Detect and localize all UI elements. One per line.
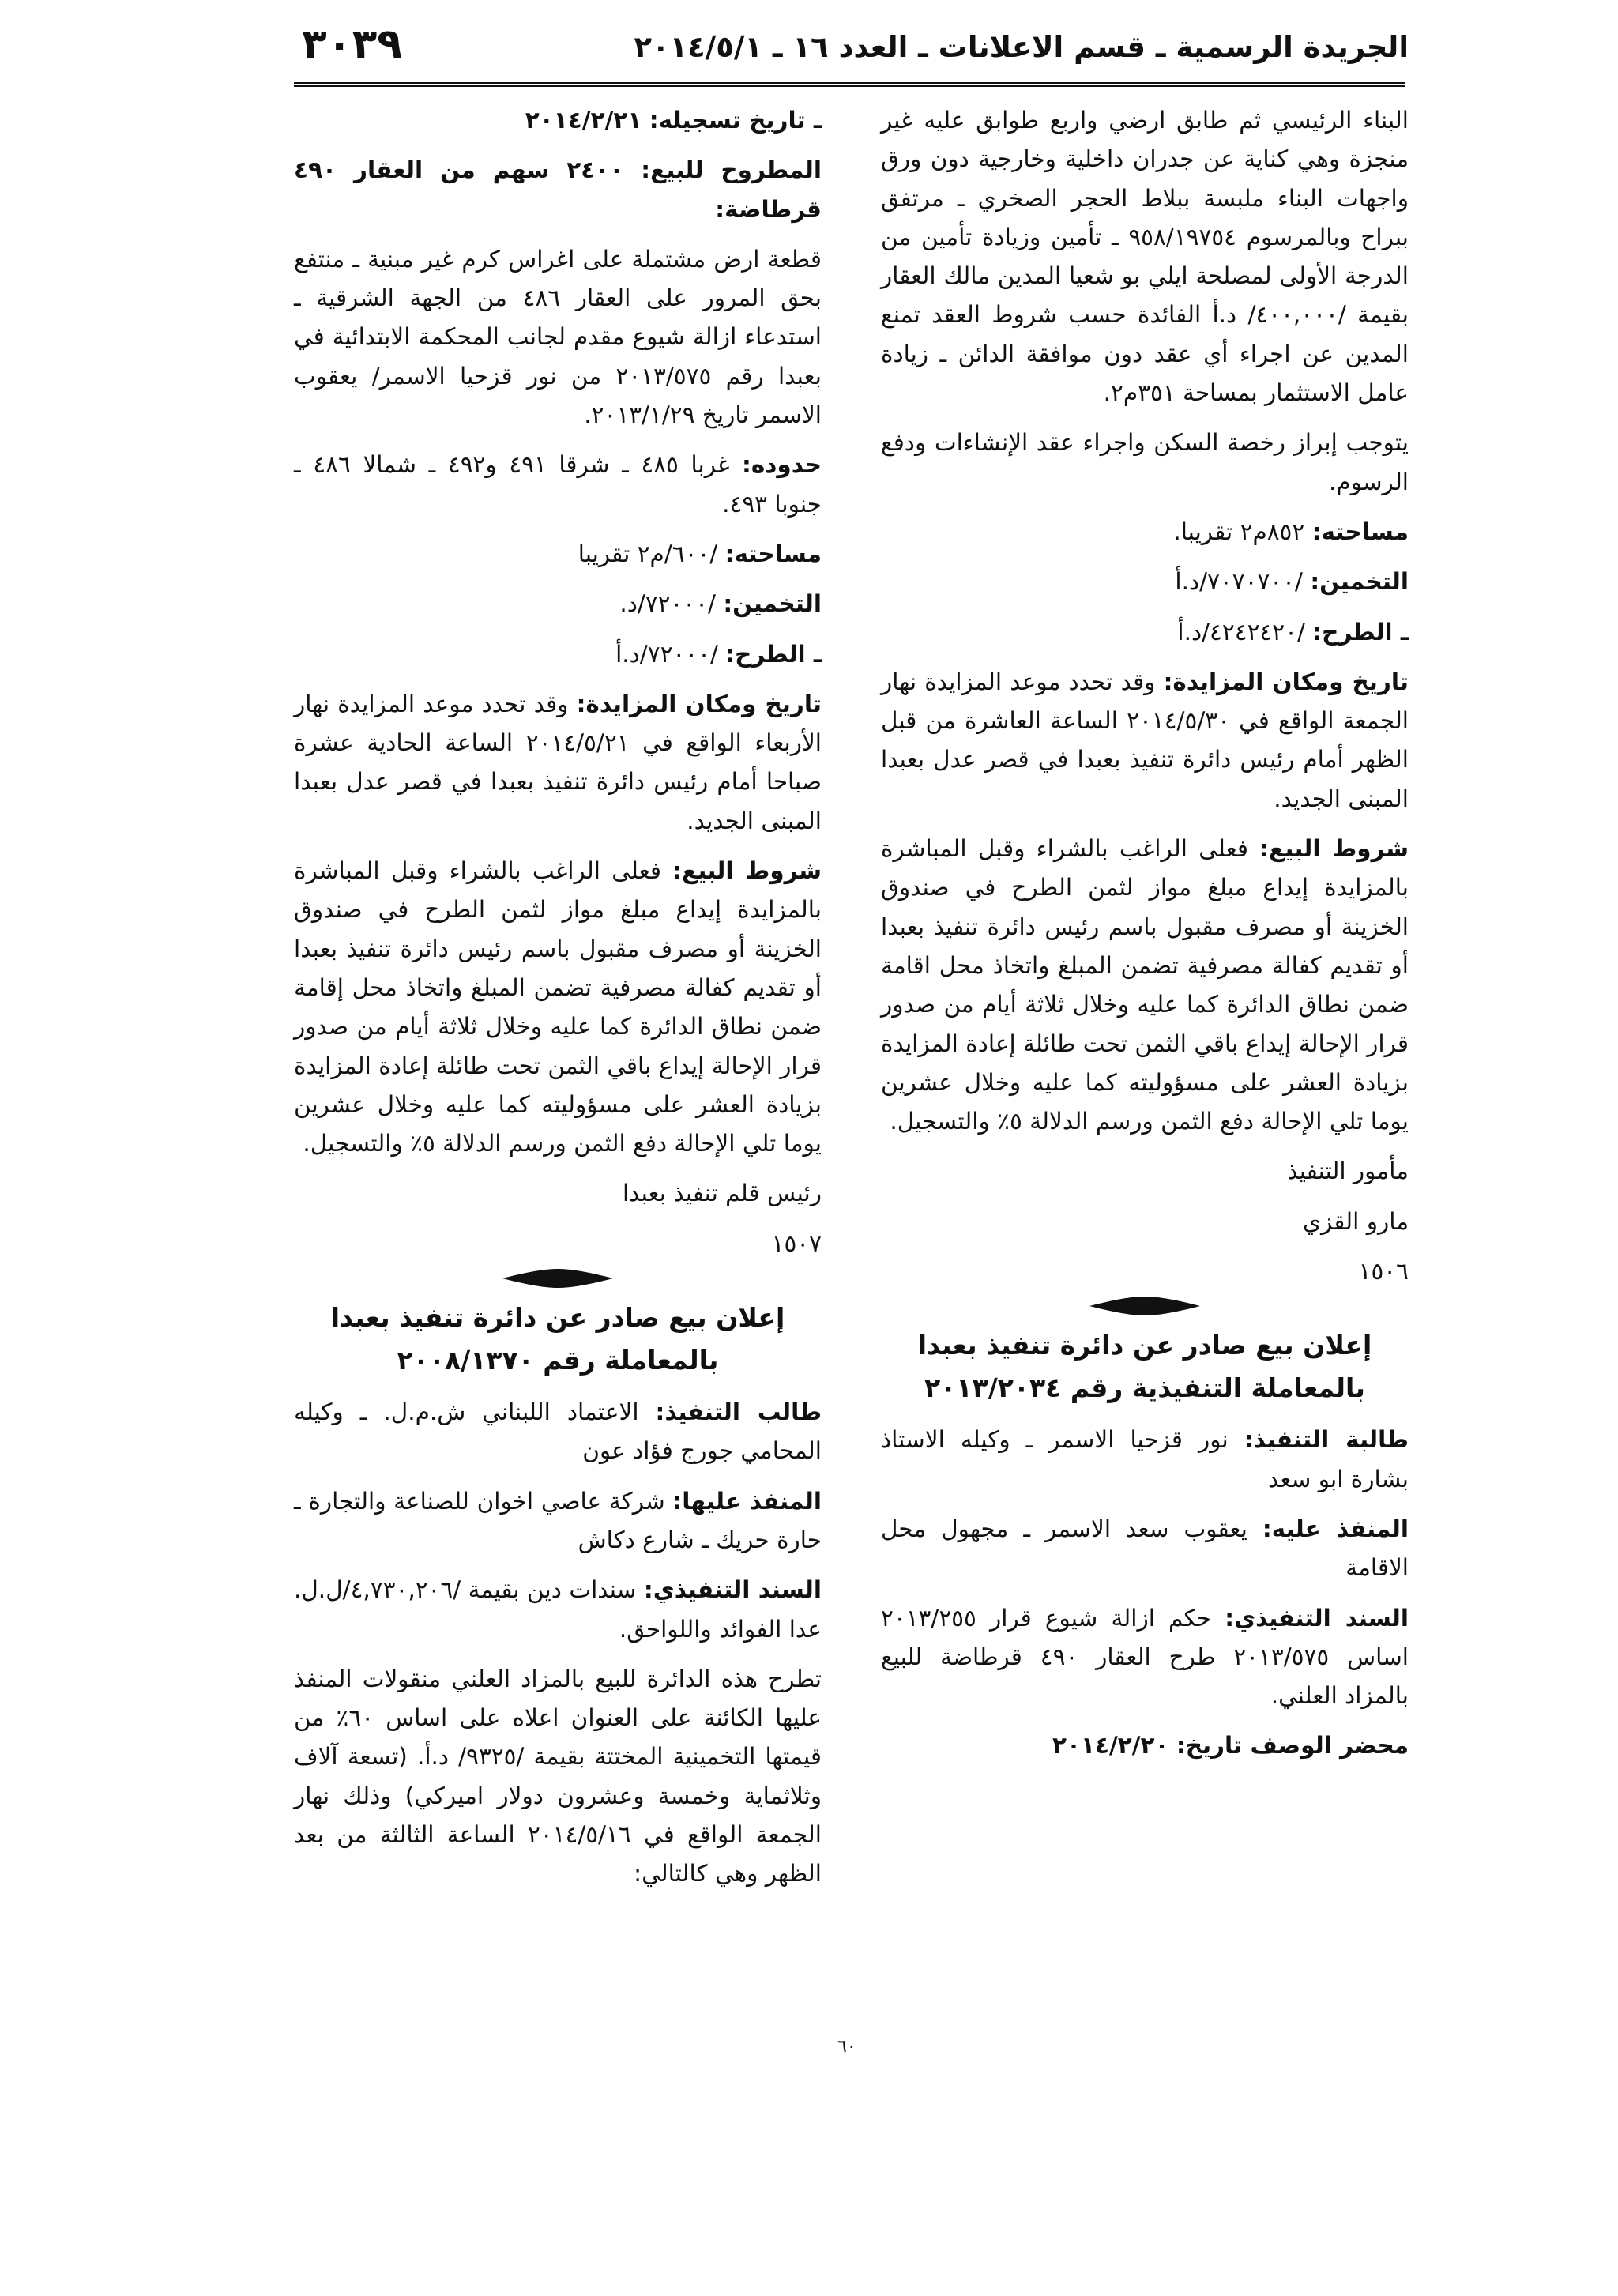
debtor-text: يعقوب سعد الاسمر ـ مجهول محل الاقامة: [881, 1515, 1409, 1582]
estimate-value: /٧٢٠٠٠/د.: [619, 590, 716, 618]
terms-label: شروط البيع:: [1259, 835, 1409, 863]
deed-text: سندات دين بقيمة /٤,٧٣٠,٢٠٦/ل.ل. عدا الفوائد واللواحق.: [294, 1576, 822, 1643]
claimant-line: [294, 1393, 822, 1471]
ornament-divider: [1089, 1296, 1200, 1316]
auction-text: وقد تحدد موعد المزايدة نهار الجمعة الواقع في ٢٠١٤/٥/٣٠ الساعة العاشرة من قبل الظهر أمام رئيس دائرة تنفيذ بعبدا في قصر عدل بعبدا المبنى الجديد.: [881, 668, 1409, 812]
area-label: مساحته:: [724, 540, 822, 567]
terms-paragraph: [881, 830, 1409, 1141]
auction-label: تاريخ ومكان المزايدة:: [1163, 668, 1409, 695]
left-column: [294, 101, 822, 1905]
estimate-label: التخمين:: [723, 590, 822, 618]
terms-text: فعلى الراغب بالشراء وقبل المباشرة بالمزايدة إيداع مبلغ مواز لثمن الطرح في صندوق الخزينة أو مصرف مقبول باسم رئيس دائرة تنفيذ بعبدا أو تقديم كفالة مصرفية تضمن المبلغ واتخاذ محل إقامة ضمن نطاق الدائرة كما عليه وخلال ثلاثة أيام من صدور قرار الإحالة إيداع باقي الثمن تحت طائلة إعادة المزايدة بزيادة العشر على مسؤوليته كما عليه وخلال عشرين يوما تلي الإحالة دفع الثمن ورسم الدلالة ٥٪ والتسجيل.: [294, 857, 822, 1157]
area-value: ٨٥٢م٢ تقريبا.: [1173, 518, 1305, 545]
estimate-line: [294, 585, 822, 623]
area-line: [294, 535, 822, 574]
terms-text: فعلى الراغب بالشراء وقبل المباشرة بالمزايدة إيداع مبلغ مواز لثمن الطرح في صندوق الخزينة أو مصرف مقبول باسم رئيس دائرة تنفيذ بعبدا أو تقديم كفالة مصرفية تضمن المبلغ واتخاذ محل اقامة ضمن نطاق الدائرة كما عليه وخلال ثلاثة أيام من صدور قرار الإحالة إيداع باقي الثمن تحت طائلة إعادة المزايدة بزيادة العشر على مسؤوليته كما عليه وخلال عشرين يوما تلي الإحالة دفع الثمن ورسم الدلالة ٥٪ والتسجيل.: [881, 835, 1409, 1135]
report-value: ٢٠١٤/٢/٢٠: [1052, 1732, 1169, 1760]
debtor-label: المنفذ عليه:: [1262, 1515, 1409, 1542]
deed-label: السند التنفيذي:: [643, 1576, 822, 1604]
registration-value: ٢٠١٤/٢/٢١: [525, 107, 642, 134]
auction-text: وقد تحدد موعد المزايدة نهار الأربعاء الواقع في ٢٠١٤/٥/٢١ الساعة الحادية عشرة صباحا أمام رئيس دائرة تنفيذ بعبدا في قصر عدل بعبدا المبنى الجديد.: [294, 690, 822, 834]
registration-label: ـ تاريخ تسجيله:: [649, 107, 822, 134]
property-description-continued: البناء الرئيسي ثم طابق ارضي واربع طوابق عليه غير منجزة وهي كناية عن جدران داخلية وخارجية دون ورق واجهات البناء ملبسة ببلاط الحجر الصخري ـ مرتفق ببراح وبالمرسوم ٩٥٨/١٩٧٥٤ ـ تأمين وزيادة تأمين من الدرجة الأولى لمصلحة ايلي بو شعيا المدين مالك العقار بقيمة /٤٠٠,٠٠٠/ د.أ الفائدة حسب شروط العقد تمنع المدين عن اجراء أي عقد دون موافقة الدائن ـ زيادة عامل الاستثمار بمساحة ٣٥١م٢.: [881, 107, 1409, 407]
debtor-text: شركة عاصي اخوان للصناعة والتجارة ـ حارة حريك ـ شارع دكاش: [294, 1487, 822, 1553]
land-description: قطعة ارض مشتملة على اغراس كرم غير مبنية ـ منتفع بحق المرور على العقار ٤٨٦ من الجهة الشرقية ـ استدعاء ازالة شيوع مقدم لجانب المحكمة الابتدائية في بعبدا رقم ٢٠١٣/٥٧٥ من نور قزحيا الاسمر/ يعقوب الاسمر تاريخ ٢٠١٣/١/٢٩.: [294, 245, 822, 429]
requirements-note: يتوجب إبراز رخصة السكن واجراء عقد الإنشاءات ودفع الرسوم.: [881, 429, 1409, 495]
deed-label: السند التنفيذي:: [1225, 1604, 1409, 1632]
signature-name: مارو القزي: [1302, 1207, 1409, 1235]
bounds-text: غربا ٤٨٥ ـ شرقا ٤٩١ و٤٩٢ ـ شمالا ٤٨٦ ـ جنوبا ٤٩٣.: [294, 451, 822, 518]
footer-page-mark: ٦٠: [837, 2037, 856, 2057]
notice-number: ١٥٠٦: [1358, 1258, 1409, 1285]
gazette-header-title: الجريدة الرسمية ـ قسم الاعلانات ـ العدد ١٦ ـ ٢٠١٤/٥/١: [634, 30, 1409, 64]
offer-label: ـ الطرح:: [725, 640, 822, 668]
offer-line: [881, 613, 1409, 652]
ornament-divider: [502, 1268, 613, 1289]
registration-line: [294, 101, 822, 140]
claimant-text: الاعتماد اللبناني ش.م.ل. ـ وكيله المحامي جورج فؤاد عون: [294, 1398, 822, 1465]
header-divider: [294, 82, 1405, 87]
notice-number: ١٥٠٧: [771, 1229, 822, 1257]
estimate-label: التخمين:: [1310, 568, 1409, 596]
terms-paragraph: [294, 852, 822, 1163]
report-label: محضر الوصف تاريخ:: [1176, 1732, 1409, 1760]
debtor-line: [294, 1482, 822, 1560]
offer-line: [294, 635, 822, 674]
area-label: مساحته:: [1311, 518, 1409, 545]
estimate-line: [881, 563, 1409, 601]
deed-text: حكم ازالة شيوع قرار ٢٠١٣/٢٥٥ اساس ٢٠١٣/٥٧٥ طرح العقار ٤٩٠ قرطاضة للبيع بالمزاد العلني.: [881, 1604, 1409, 1710]
offer-value: /٤٢٤٢٤٢٠/د.أ: [1177, 618, 1305, 646]
deed-line: [881, 1599, 1409, 1716]
offer-value: /٧٢٠٠٠/د.أ: [615, 640, 718, 668]
deed-line: [294, 1571, 822, 1649]
sale-label: المطروح للبيع:: [641, 156, 822, 184]
closing-paragraph: تطرح هذه الدائرة للبيع بالمزاد العلني منقولات المنفذ عليها الكائنة على العنوان اعلاه على اساس ٦٠٪ من قيمتها التخمينية المختتة بقيمة /٩٣٢٥/ د.أ. (تسعة آلاف وثلاثماية وخمسة وعشرون دولار اميركي) وذلك نهار الجمعة الواقع في ٢٠١٤/٥/١٦ الساعة الثالثة من بعد الظهر وهي كالتالي:: [294, 1665, 822, 1888]
notice-title: إعلان بيع صادر عن دائرة تنفيذ بعبدا بالمعاملة التنفيذية رقم ٢٠١٣/٢٠٣٤: [917, 1330, 1372, 1404]
signature-title: رئيس قلم تنفيذ بعبدا: [622, 1180, 822, 1207]
bounds-label: حدوده:: [742, 451, 822, 479]
claimant-label: طالب التنفيذ:: [655, 1398, 822, 1426]
claimant-line: [881, 1421, 1409, 1499]
auction-paragraph: [881, 663, 1409, 819]
debtor-line: [881, 1510, 1409, 1588]
report-line: [881, 1726, 1409, 1765]
page-number: ٣٠٣٩: [302, 21, 402, 68]
right-column: [881, 101, 1409, 1777]
claimant-text: نور قزحيا الاسمر ـ وكيله الاستاذ بشارة ابو سعد: [881, 1426, 1409, 1492]
debtor-label: المنفذ عليها:: [672, 1487, 822, 1515]
bounds-line: [294, 446, 822, 524]
offer-label: ـ الطرح:: [1312, 618, 1409, 646]
sale-line: [294, 151, 822, 229]
area-value: /٦٠٠/م٢ تقريبا: [578, 540, 718, 567]
signature-title: مأمور التنفيذ: [1287, 1157, 1409, 1185]
estimate-value: /٧٠٧٠٧٠٠/د.أ: [1175, 568, 1303, 596]
area-line: [881, 513, 1409, 551]
notice-title: إعلان بيع صادر عن دائرة تنفيذ بعبدا بالمعاملة رقم ٢٠٠٨/١٣٧٠: [330, 1302, 785, 1376]
auction-paragraph: [294, 685, 822, 841]
auction-label: تاريخ ومكان المزايدة:: [576, 690, 822, 717]
terms-label: شروط البيع:: [672, 857, 822, 885]
sale-text: ٢٤٠٠ سهم من العقار ٤٩٠ قرطاضة:: [294, 156, 822, 223]
claimant-label: طالبة التنفيذ:: [1244, 1426, 1409, 1454]
